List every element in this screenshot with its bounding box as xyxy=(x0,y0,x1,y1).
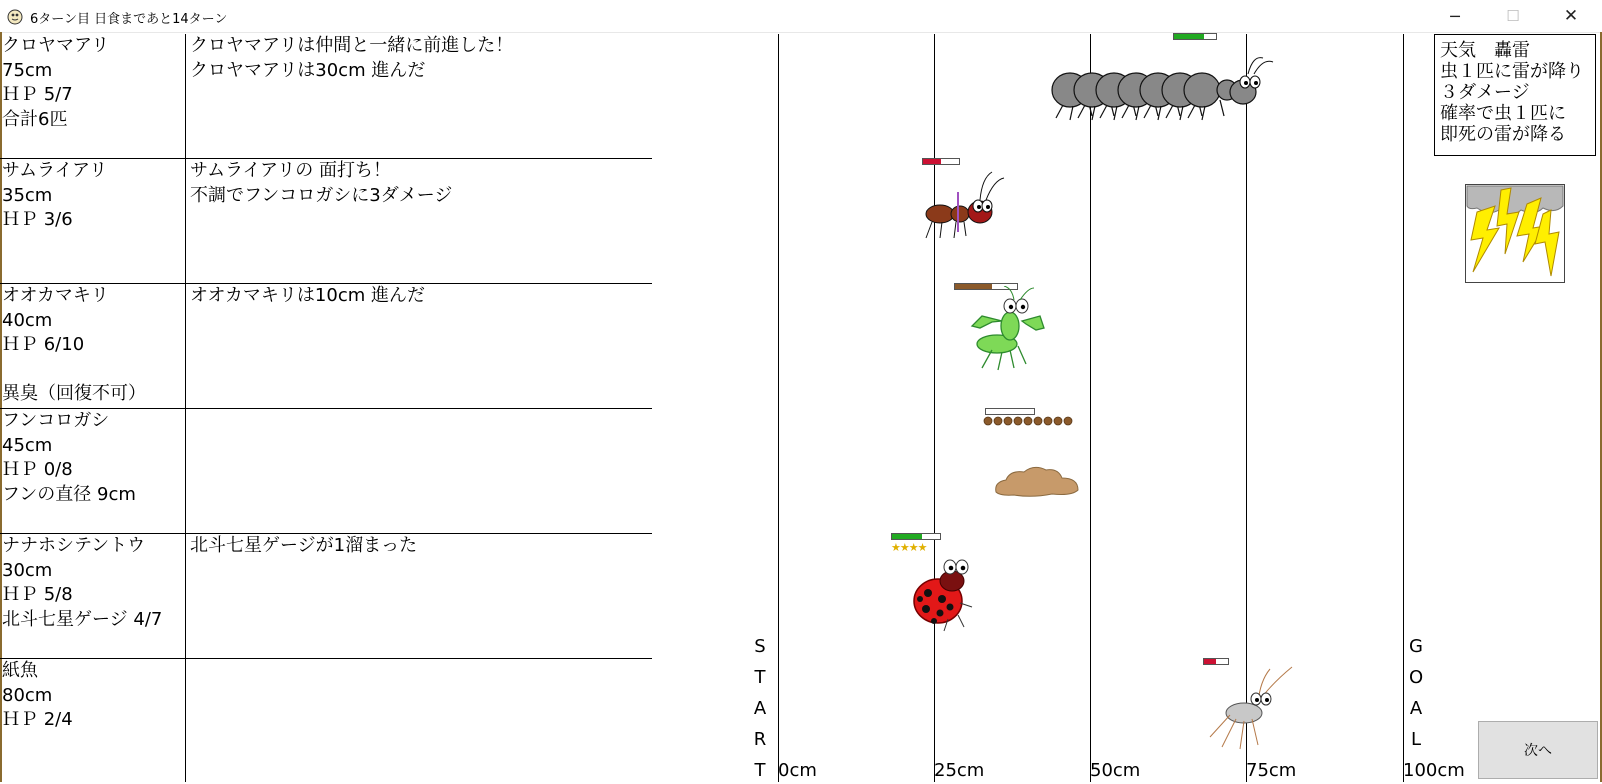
start-letter: T xyxy=(754,760,766,781)
insect-length: 40cm xyxy=(2,309,53,331)
hp-fill xyxy=(923,159,941,164)
insect-status xyxy=(2,159,185,284)
row-divider xyxy=(0,658,652,659)
insect-hp: ＨＰ 6/10 xyxy=(2,334,85,355)
title-bar xyxy=(0,0,1602,33)
next-button[interactable]: 次へ xyxy=(1478,721,1598,779)
battle-log-line: クロヤマアリは30cm 進んだ xyxy=(190,59,426,81)
insect-status xyxy=(2,284,185,409)
insect-extra xyxy=(2,233,185,258)
hp-fill xyxy=(892,534,922,539)
insect-length: 35cm xyxy=(2,184,53,206)
weather-line: 確率で虫１匹に xyxy=(1440,103,1566,124)
insect-name: フンコロガシ xyxy=(2,410,110,431)
battle-log-line: 不調でフンコロガシに3ダメージ xyxy=(190,184,453,206)
window-title: 6ターン目 日食まであと14ターン xyxy=(30,12,228,27)
row-divider xyxy=(0,533,652,534)
insect-name: クロヤマアリ xyxy=(2,35,110,56)
battle-log-line: サムライアリの 面打ち！ xyxy=(190,160,392,181)
battle-log xyxy=(190,159,650,284)
hp-bar-kuroyamaari xyxy=(1173,33,1217,40)
thunder-cloud-icon xyxy=(1465,184,1565,283)
insect-status xyxy=(2,534,185,659)
row-divider xyxy=(0,408,652,409)
weather-line: ３ダメージ xyxy=(1440,82,1530,103)
axis-label: 25cm xyxy=(934,760,985,781)
battle-log xyxy=(190,409,650,534)
insect-name: 紙魚 xyxy=(2,660,38,681)
battle-log-line: オオカマキリは10cm 進んだ xyxy=(190,285,425,306)
row-divider xyxy=(0,283,652,284)
track-line-100 xyxy=(1403,34,1404,782)
battle-log xyxy=(190,34,650,159)
ant-group-icon xyxy=(1048,50,1278,135)
insect-hp: ＨＰ 3/6 xyxy=(2,209,73,230)
battle-log xyxy=(190,659,650,784)
start-letter: S xyxy=(754,636,766,657)
axis-label: 0cm xyxy=(778,760,817,781)
battle-log-line: 北斗七星ゲージが1溜まった xyxy=(190,535,418,556)
weather-line: 即死の雷が降る xyxy=(1440,124,1566,145)
track-line-50 xyxy=(1090,34,1091,782)
insect-length: 80cm xyxy=(2,684,53,706)
insect-length: 30cm xyxy=(2,559,53,581)
insect-length: 75cm xyxy=(2,59,53,81)
row-divider xyxy=(0,158,652,159)
hp-bar-nanahoshitentou xyxy=(891,533,941,540)
axis-label: 50cm xyxy=(1090,760,1141,781)
weather-line: 天気 轟雷 xyxy=(1440,40,1530,61)
battle-log xyxy=(190,534,650,659)
hp-bar-funkorogashi xyxy=(985,408,1035,415)
mantis-icon xyxy=(952,286,1052,376)
axis-label: 100cm xyxy=(1403,760,1465,781)
insect-name: サムライアリ xyxy=(2,160,108,181)
app-icon xyxy=(6,7,24,25)
goal-letter: O xyxy=(1409,667,1424,688)
insect-hp: ＨＰ 0/8 xyxy=(2,459,73,480)
spacer xyxy=(2,358,185,383)
start-letter: T xyxy=(754,667,766,688)
insect-extra: 異臭（回復不可） xyxy=(2,383,146,404)
insect-name: オオカマキリ xyxy=(2,285,109,306)
start-letter: A xyxy=(753,698,767,719)
battle-log xyxy=(190,284,650,409)
battle-log-line: クロヤマアリは仲間と一緒に前進した！ xyxy=(190,35,514,56)
goal-letter: G xyxy=(1409,636,1423,657)
hp-bar-samuraiari xyxy=(922,158,960,165)
dung-pellets-icon xyxy=(982,415,1074,427)
weather-panel xyxy=(1434,34,1596,156)
samurai-ant-icon xyxy=(922,170,1007,245)
insect-length: 45cm xyxy=(2,434,53,456)
track-line-25 xyxy=(934,34,935,782)
insect-hp: ＨＰ 5/7 xyxy=(2,84,73,105)
maximize-button[interactable]: ☐ xyxy=(1506,7,1520,25)
insect-extra: フンの直径 9cm xyxy=(2,483,136,505)
insect-extra xyxy=(2,733,185,758)
silverfish-icon xyxy=(1200,665,1300,755)
goal-letter: L xyxy=(1410,729,1422,750)
hp-fill xyxy=(1204,659,1216,664)
insect-hp: ＨＰ 2/4 xyxy=(2,709,73,730)
hp-bar-shimi xyxy=(1203,658,1229,665)
insect-name: ナナホシテントウ xyxy=(2,535,146,556)
column-divider xyxy=(185,34,186,782)
weather-line: 虫１匹に雷が降り xyxy=(1440,61,1584,82)
axis-label: 75cm xyxy=(1246,760,1297,781)
insect-extra: 合計6匹 xyxy=(2,108,68,130)
start-letter: R xyxy=(753,729,767,750)
close-button[interactable]: ✕ xyxy=(1563,6,1579,26)
minimize-button[interactable]: ─ xyxy=(1450,6,1460,26)
ladybug-icon xyxy=(908,555,980,635)
goal-letter: A xyxy=(1409,698,1423,719)
track-line-0 xyxy=(778,34,779,782)
insect-hp: ＨＰ 5/8 xyxy=(2,584,73,605)
insect-status xyxy=(2,34,185,159)
insect-status xyxy=(2,409,185,534)
star-gauge-icon: ★★★★ xyxy=(891,541,927,554)
insect-extra: 北斗七星ゲージ 4/7 xyxy=(2,608,163,630)
dung-pile-icon xyxy=(992,464,1082,498)
insect-status xyxy=(2,659,185,784)
hp-fill xyxy=(1174,34,1204,39)
